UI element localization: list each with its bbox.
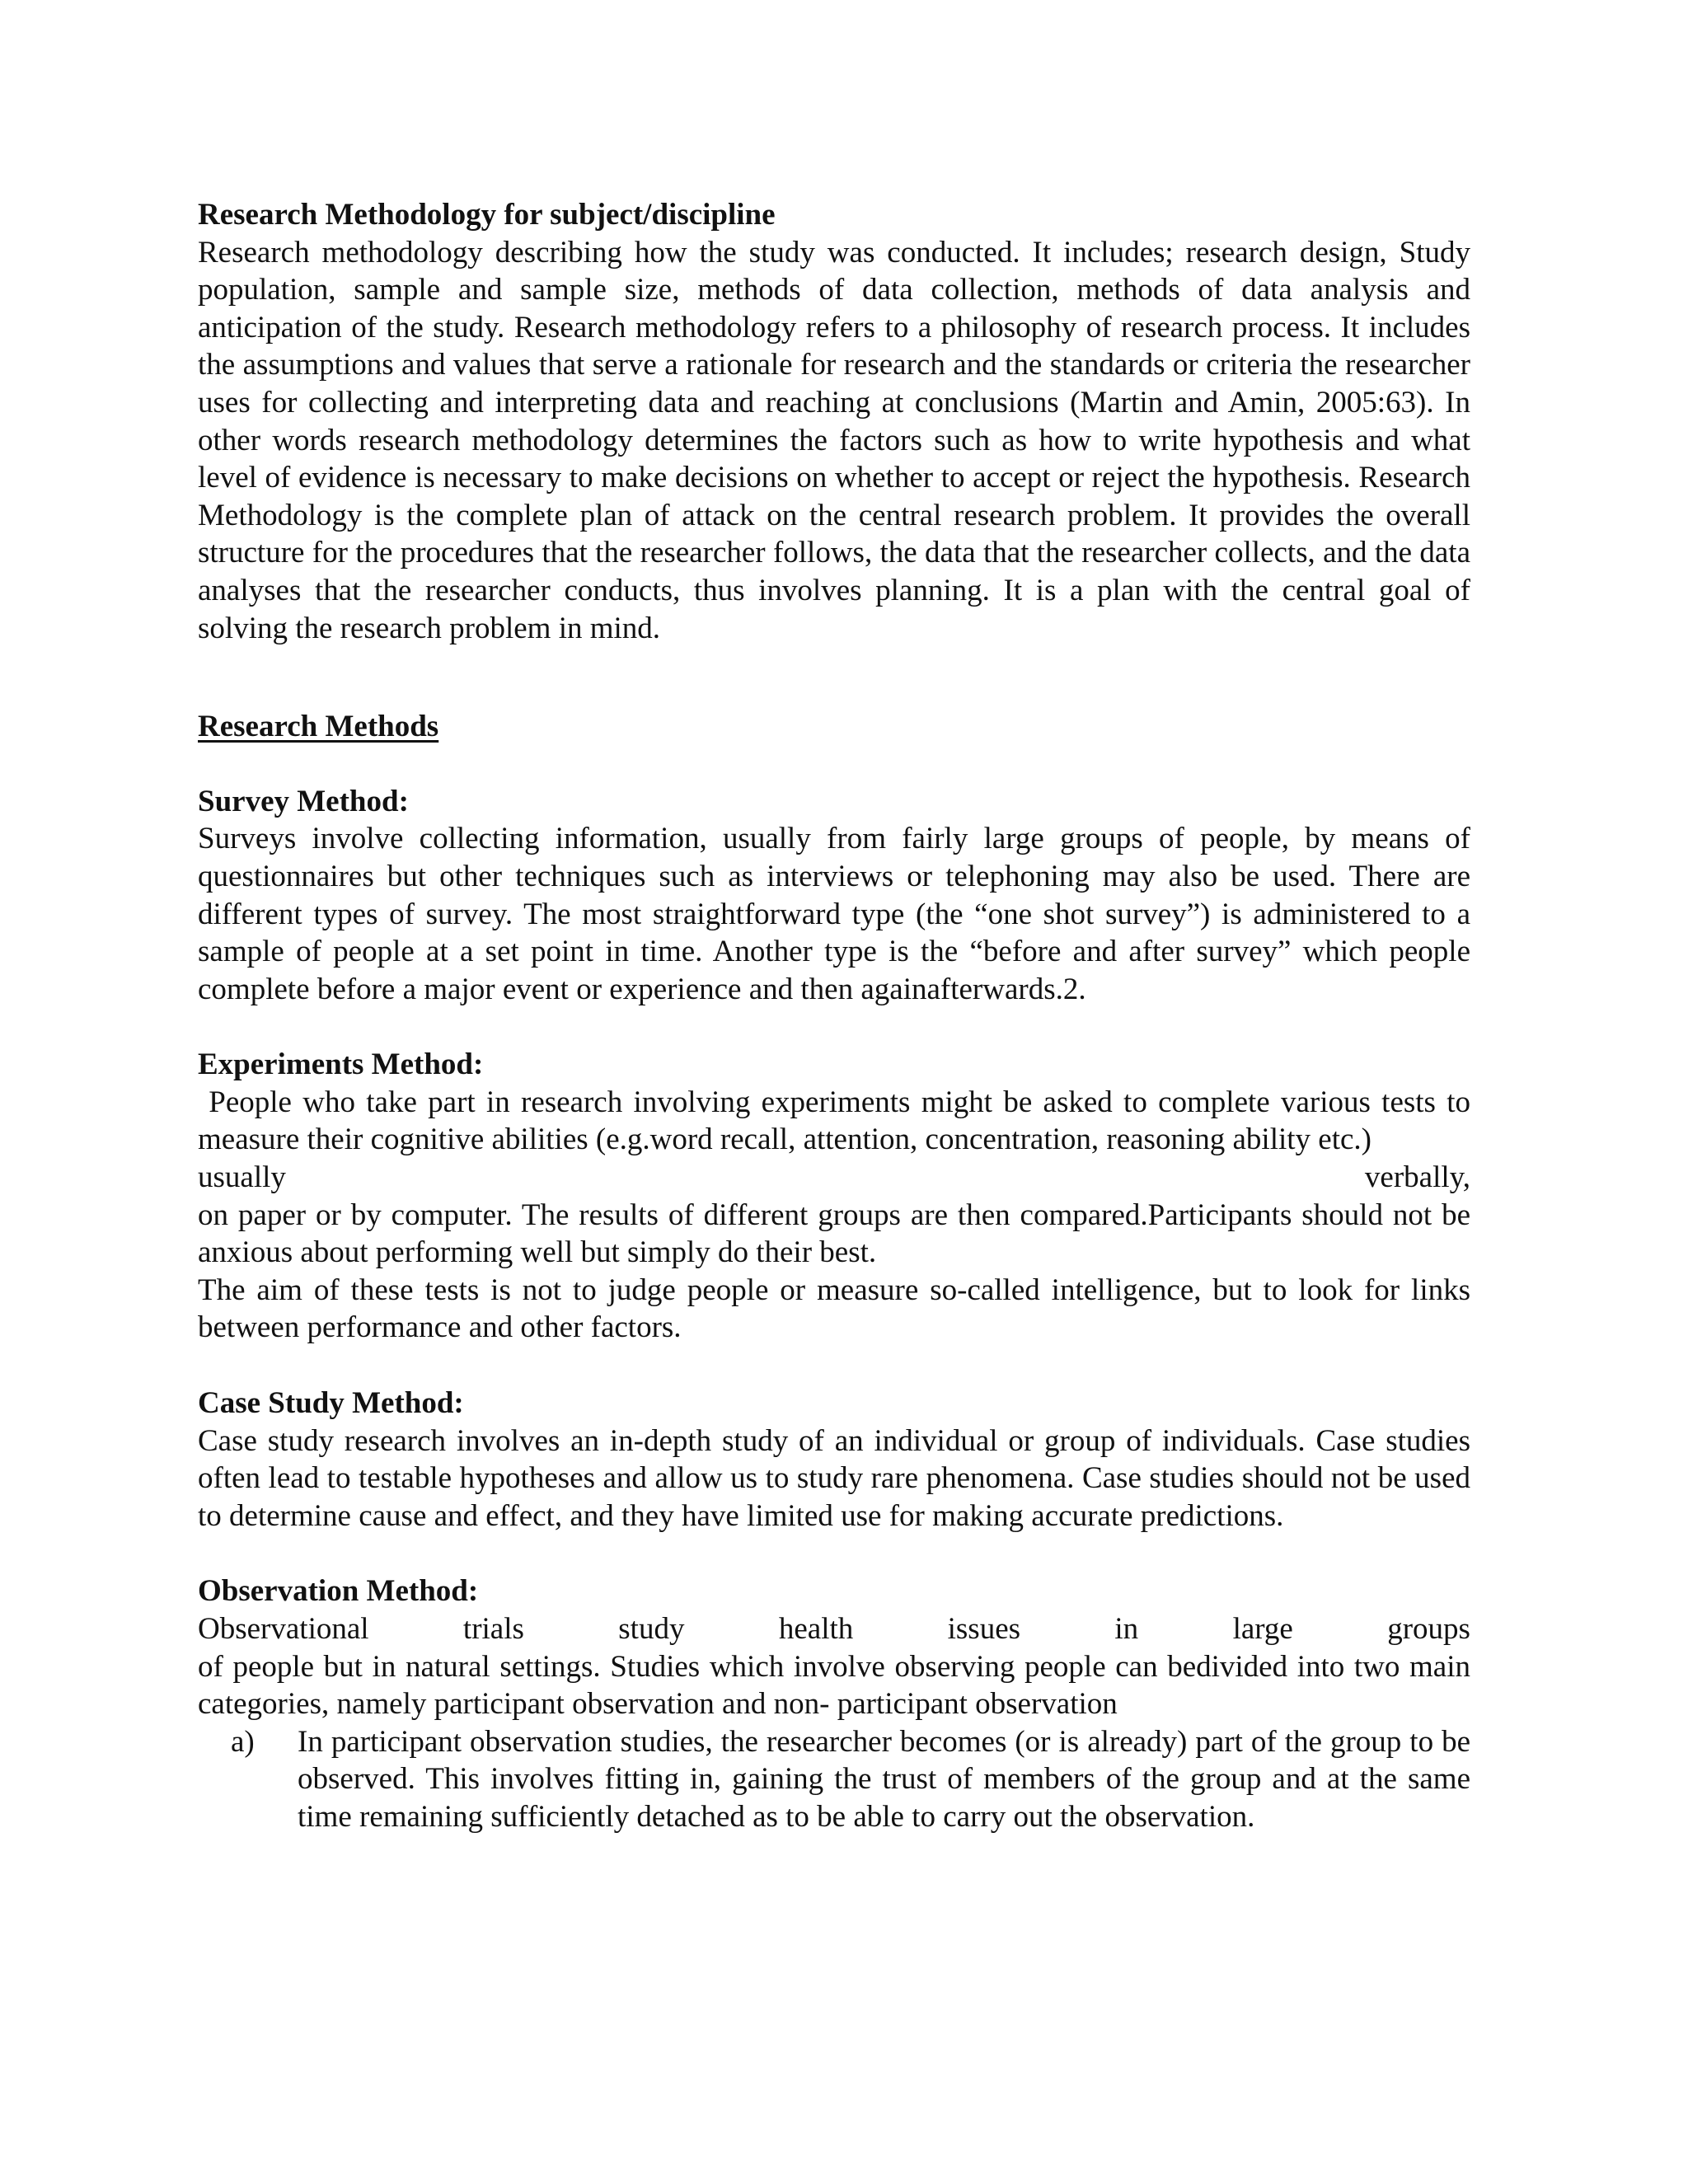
experiments-word-usually: usually	[198, 1160, 286, 1195]
observation-word: trials	[462, 1612, 524, 1646]
observation-method-heading: Observation Method:	[198, 1574, 479, 1609]
observation-word: in	[1114, 1612, 1139, 1646]
observation-word: Observational	[198, 1612, 369, 1646]
experiments-text-1: People who take part in research involving experiments might be asked to complete various tests to measure their cognitive abilities (e.g.word recall, attention, concentration, reasoning ability etc.)	[198, 1085, 1471, 1157]
survey-method-heading: Survey Method:	[198, 784, 409, 818]
list-item-text: In participant observation studies, the researcher becomes (or is already) part of the group to be observed. This involves fitting in, gaining the trust of members of the group and at the same time remaining sufficiently detached as to be able to carry out the observation.	[298, 1724, 1470, 1834]
observation-word: groups	[1387, 1612, 1470, 1646]
survey-method-paragraph: Surveys involve collecting information, usually from fairly large groups of people, by means of questionnaires but other techniques such as interviews or telephoning may also be used. There are different types of survey. The most straightforward type (the “one shot survey”) is administered to a sample of people at a set point in time. Another type is the “before and after survey” which people complete before a major event or experience and then againafterwards.2.	[198, 822, 1470, 1006]
experiments-word-verbally: verbally,	[1364, 1160, 1470, 1195]
case-study-paragraph: Case study research involves an in-depth study of an individual or group of individuals. Case studies often lead to testable hypotheses and allow us to study rare phenomena. Case studies should not be used to determine cause and effect, and they have limited use for making accurate predictions.	[198, 1423, 1470, 1533]
document-page	[198, 196, 1470, 1836]
observation-word: large	[1232, 1612, 1293, 1646]
research-methods-heading: Research Methods	[198, 710, 439, 744]
experiments-paragraph-3: The aim of these tests is not to judge people or measure so-called intelligence, but to look for links between performance and other factors.	[198, 1272, 1470, 1345]
list-marker: a)	[231, 1724, 255, 1759]
experiments-method-heading: Experiments Method:	[198, 1047, 484, 1082]
observation-first-line	[198, 1610, 1470, 1648]
experiments-split-line	[198, 1159, 1470, 1197]
observation-list	[198, 1723, 1470, 1836]
experiments-paragraph-1	[198, 1084, 1470, 1159]
observation-word: health	[778, 1612, 854, 1646]
observation-paragraph: of people but in natural settings. Studies which involve observing people can bedivided into two main categories, namely participant observation and non- participant observation	[198, 1649, 1470, 1722]
experiments-paragraph-2: on paper or by computer. The results of different groups are then compared.Participants should not be anxious about performing well but simply do their best.	[198, 1197, 1470, 1270]
observation-word: study	[618, 1612, 685, 1646]
observation-word: issues	[947, 1612, 1021, 1646]
list-item	[231, 1723, 1470, 1836]
case-study-method-heading: Case Study Method:	[198, 1386, 464, 1421]
document-title: Research Methodology for subject/discipline	[198, 198, 776, 232]
intro-paragraph: Research methodology describing how the study was conducted. It includes; research design, Study population, sample and sample size, methods of data collection, methods of data analysis and anticipation of the study. Research methodology refers to a philosophy of research process. It includes the assumptions and values that serve a rationale for research and the standards or criteria the researcher uses for collecting and interpreting data and reaching at conclusions (Martin and Amin, 2005:63). In other words research methodology determines the factors such as how to write hypothesis and what level of evidence is necessary to make decisions on whether to accept or reject the hypothesis. Research Methodology is the complete plan of attack on the central research problem. It provides the overall structure for the procedures that the researcher follows, the data that the researcher collects, and the data analyses that the researcher conducts, thus involves planning. It is a plan with the central goal of solving the research problem in mind.	[198, 235, 1470, 645]
